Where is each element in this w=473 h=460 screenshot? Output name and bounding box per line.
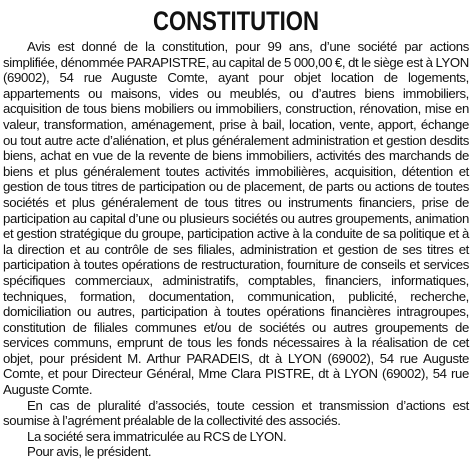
notice-title: CONSTITUTION <box>152 6 320 36</box>
notice-paragraph-signature: Pour avis, le président. <box>27 444 152 460</box>
notice-paragraph-registration: La société sera immatriculée au RCS de LYON. <box>27 428 287 444</box>
notice-paragraph-main: Avis est donné de la constitution, pour 99 ans, d’une société par actions simplifiée, dénommée PARAPISTRE, au capital de 5 000,00 €, dt le siège est à LYON (69002), 54 rue Auguste Comte, ayant pour objet location de logements, appartements ou maisons, vides ou meublés, ou d’autres biens immobiliers, acquisition de tous biens mobiliers ou immobiliers, construction, rénovation, mise en valeur, transformation, aménagement, prise à bail, location, vente, apport, échange ou tout autre acte d’aliénation, et plus généralement administration et gestion desdits biens, achat en vue de la revente de biens immobiliers, activités des marchands de biens et plus généralement toutes activités immobilières, acquisition, détention et gestion de tous titres de participation ou de placement, de parts ou actions de toutes sociétés et plus généralement de tous titres ou instruments financiers, prise de participation au capital d’une ou plusieurs sociétés ou autres groupements, animation et gestion stratégique du groupe, participation active à la conduite de sa politique et à la direction et au contrôle de ses filiales, administration et gestion de ses titres et participation à toutes opérations de restructuration, fourniture de conseils et services spécifiques commerciaux, administratifs, comptables, financiers, informatiques, techniques, formation, documentation, communication, publicité, recherche, domiciliation ou autres, participation à toutes opérations financières intragroupes, constitution de filiales communes et/ou de sociétés ou autres groupements de services communs, emprunt de tous les fonds nécessaires à la réalisation de cet objet, pour président M. Arthur PARADEIS, dt à LYON (69002), 54 rue Auguste Comte, et pour Directeur Général, Mme Clara PISTRE, dt à LYON (69002), 54 rue Auguste Comte. <box>3 39 469 398</box>
notice-paragraph-share-transfer: En cas de pluralité d’associés, toute cession et transmission d’actions est soumise à l’agrément préalable de la collectivité des associés. <box>3 397 469 429</box>
